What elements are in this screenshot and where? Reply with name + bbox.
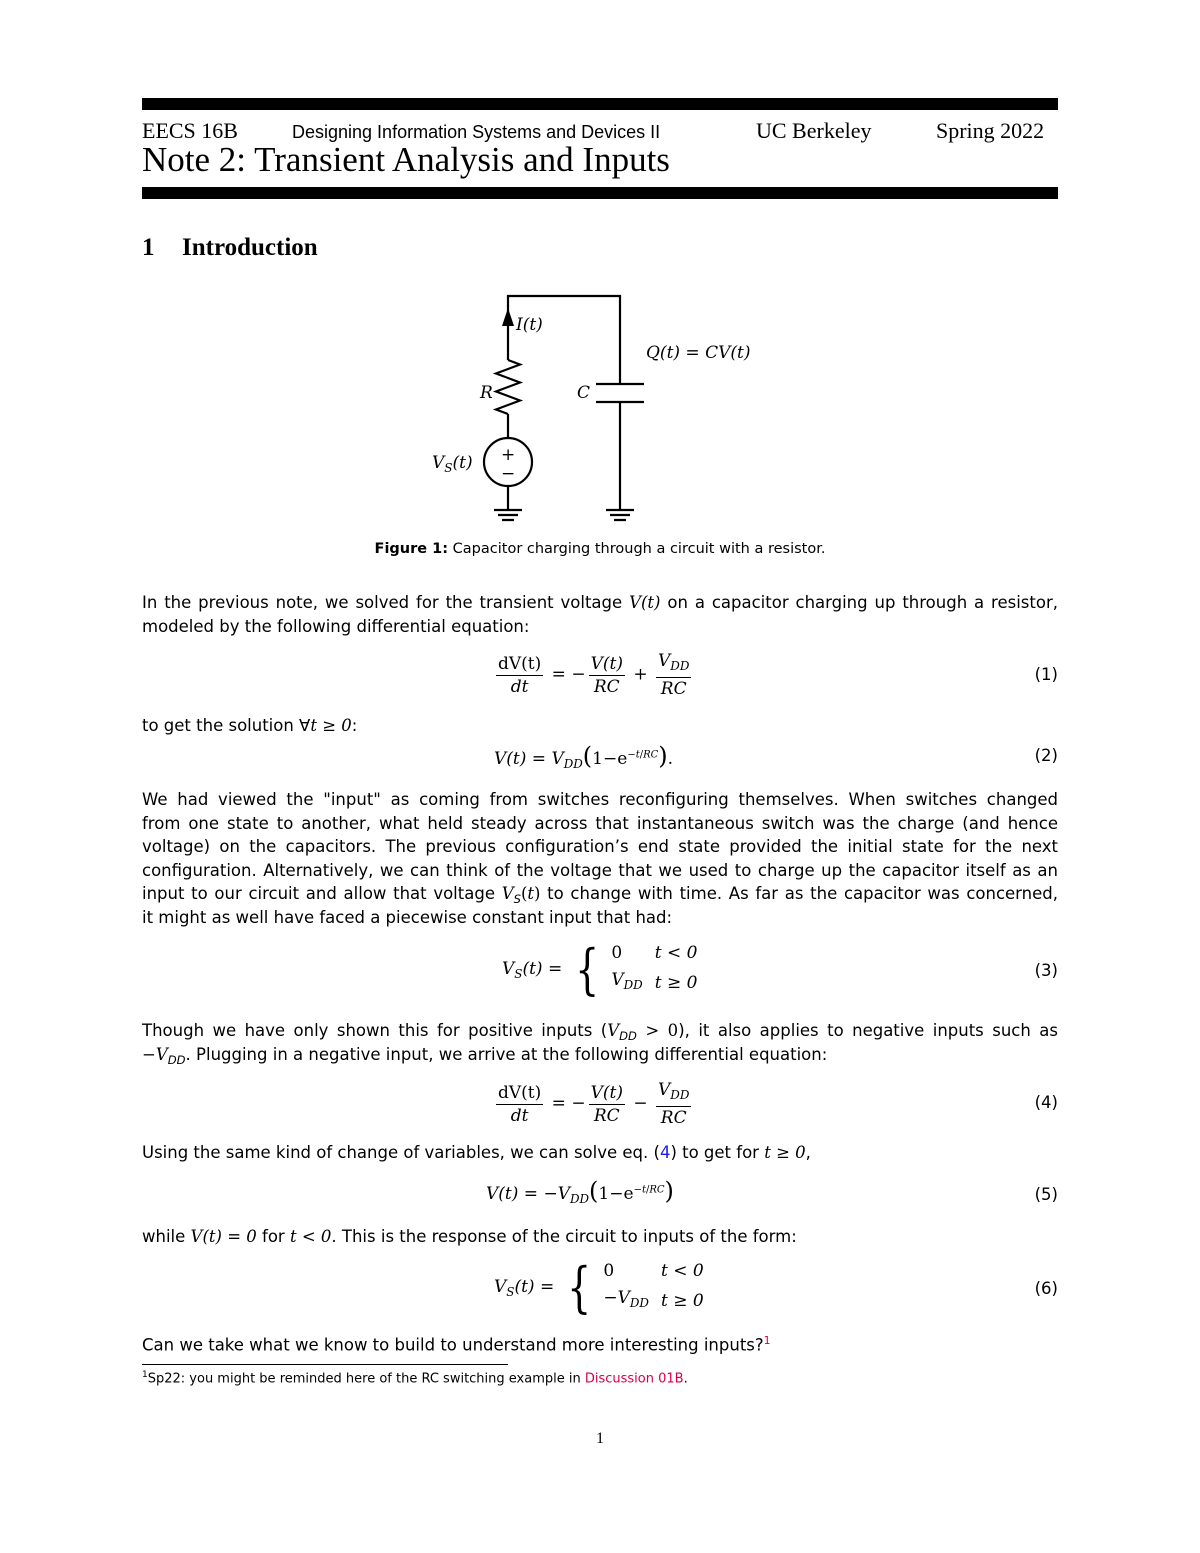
paragraph-3-line-1: We had viewed the "input" as coming from switches reconfiguring themselves. When switches changed: [142, 790, 1058, 809]
equation-4-reference-link[interactable]: 4: [659, 1143, 671, 1162]
figure-caption: [142, 541, 1058, 557]
paragraph-3-line-2: from one state to another, what held steady across that instantaneous switch was the charge (and hence: [142, 814, 1058, 833]
source-label: $V_S(t)$: [432, 453, 473, 475]
caption-label: Figure 1:: [374, 541, 449, 557]
course-title: Designing Information Systems and Devices II: [292, 122, 661, 142]
caption-text: Capacitor charging through a circuit with a resistor.: [452, 541, 826, 557]
paragraph-3-line-5: input to our circuit and allow that voltage $V_S(t)$ to change with time. As far as the capacitor was concerned,: [142, 884, 1059, 907]
equation-2: $V(t) = V_{DD}(1-e^{-t/RC})$.: [494, 742, 674, 772]
capacitor-plates: [596, 384, 644, 402]
paragraph-4-line-2: $-V_{DD}$. Plugging in a negative input, we arrive at the following differential equation:: [142, 1045, 828, 1068]
equation-3: $V_S(t)$ = { 0 t < 0 $V_{DD}$ t ≥ 0: [502, 937, 698, 1001]
equation-5: $V(t) = -V_{DD}(1-e^{-t/RC})$: [486, 1177, 674, 1207]
capacitor-label: C: [577, 383, 591, 403]
current-label: I(t): [516, 315, 543, 335]
section-number: 1: [142, 234, 155, 261]
footnote-rule: [142, 1364, 508, 1365]
rc-circuit-figure: [0, 0, 1200, 560]
discussion-link[interactable]: Discussion 01B: [584, 1371, 684, 1387]
equation-number-3: (3): [1034, 961, 1058, 980]
source-minus-sign: −: [501, 464, 516, 484]
paragraph-3-line-3: voltage) on the capacitors. The previous configuration’s end state provided the initial state for the next: [142, 837, 1058, 856]
equation-number-4: (4): [1034, 1093, 1058, 1112]
institution: UC Berkeley: [756, 118, 872, 143]
paragraph-5: Using the same kind of change of variables, we can solve eq. (4) to get for t ≥ 0,: [142, 1143, 811, 1162]
ground-right: [606, 510, 634, 520]
paragraph-4-line-1: Though we have only shown this for positive inputs $(V_{DD} > 0)$, it also applies to negative inputs such as: [142, 1021, 1058, 1044]
resistor-zigzag: [496, 360, 520, 414]
paragraph-6: while V(t) = 0 for t < 0. This is the response of the circuit to inputs of the form:: [142, 1227, 797, 1246]
equation-1: $\frac{dV(t)}{dt}$ = − $\frac{V(t)}{RC}$ + $\frac{V_{DD}}{RC}$: [498, 651, 690, 700]
source-plus-sign: +: [501, 445, 516, 465]
page-number: 1: [596, 1430, 604, 1447]
paragraph-3-line-4: configuration. Alternatively, we can think of the voltage that we used to charge up the capacitor itself as an: [142, 861, 1058, 880]
resistor-label: R: [480, 383, 493, 403]
equation-number-1: (1): [1034, 665, 1058, 684]
footnote: $^1$Sp22: you might be reminded here of the RC switching example in Discussion 01B.: [142, 1370, 688, 1387]
paragraph-3-line-6: it might as well have faced a piecewise constant input that had:: [142, 908, 673, 927]
equation-6: $V_S(t)$ = { 0 t < 0 $-V_{DD}$ t ≥ 0: [494, 1255, 704, 1319]
section-title: Introduction: [182, 234, 318, 261]
course-code: EECS 16B: [142, 118, 238, 143]
ground-left: [494, 510, 522, 520]
paragraph-1-line-1: In the previous note, we solved for the transient voltage V(t) on a capacitor charging up through a resistor,: [142, 593, 1058, 612]
paragraph-2: to get the solution ∀t ≥ 0:: [142, 716, 358, 735]
paragraph-7: Can we take what we know to build to understand more interesting inputs?$^1$: [142, 1334, 771, 1355]
equation-number-6: (6): [1034, 1279, 1058, 1298]
note-title: Note 2: Transient Analysis and Inputs: [142, 140, 670, 179]
term: Spring 2022: [936, 118, 1045, 143]
current-arrow-icon: [502, 308, 514, 326]
charge-label: Q(t) = CV(t): [646, 343, 751, 363]
paragraph-1-line-2: modeled by the following differential equation:: [142, 617, 530, 636]
footnote-marker-link[interactable]: 1: [763, 1334, 771, 1347]
equation-4: $\frac{dV(t)}{dt}$ = − $\frac{V(t)}{RC}$ − $\frac{V_{DD}}{RC}$: [498, 1080, 690, 1129]
equation-number-2: (2): [1034, 746, 1058, 765]
equation-number-5: (5): [1034, 1185, 1058, 1204]
